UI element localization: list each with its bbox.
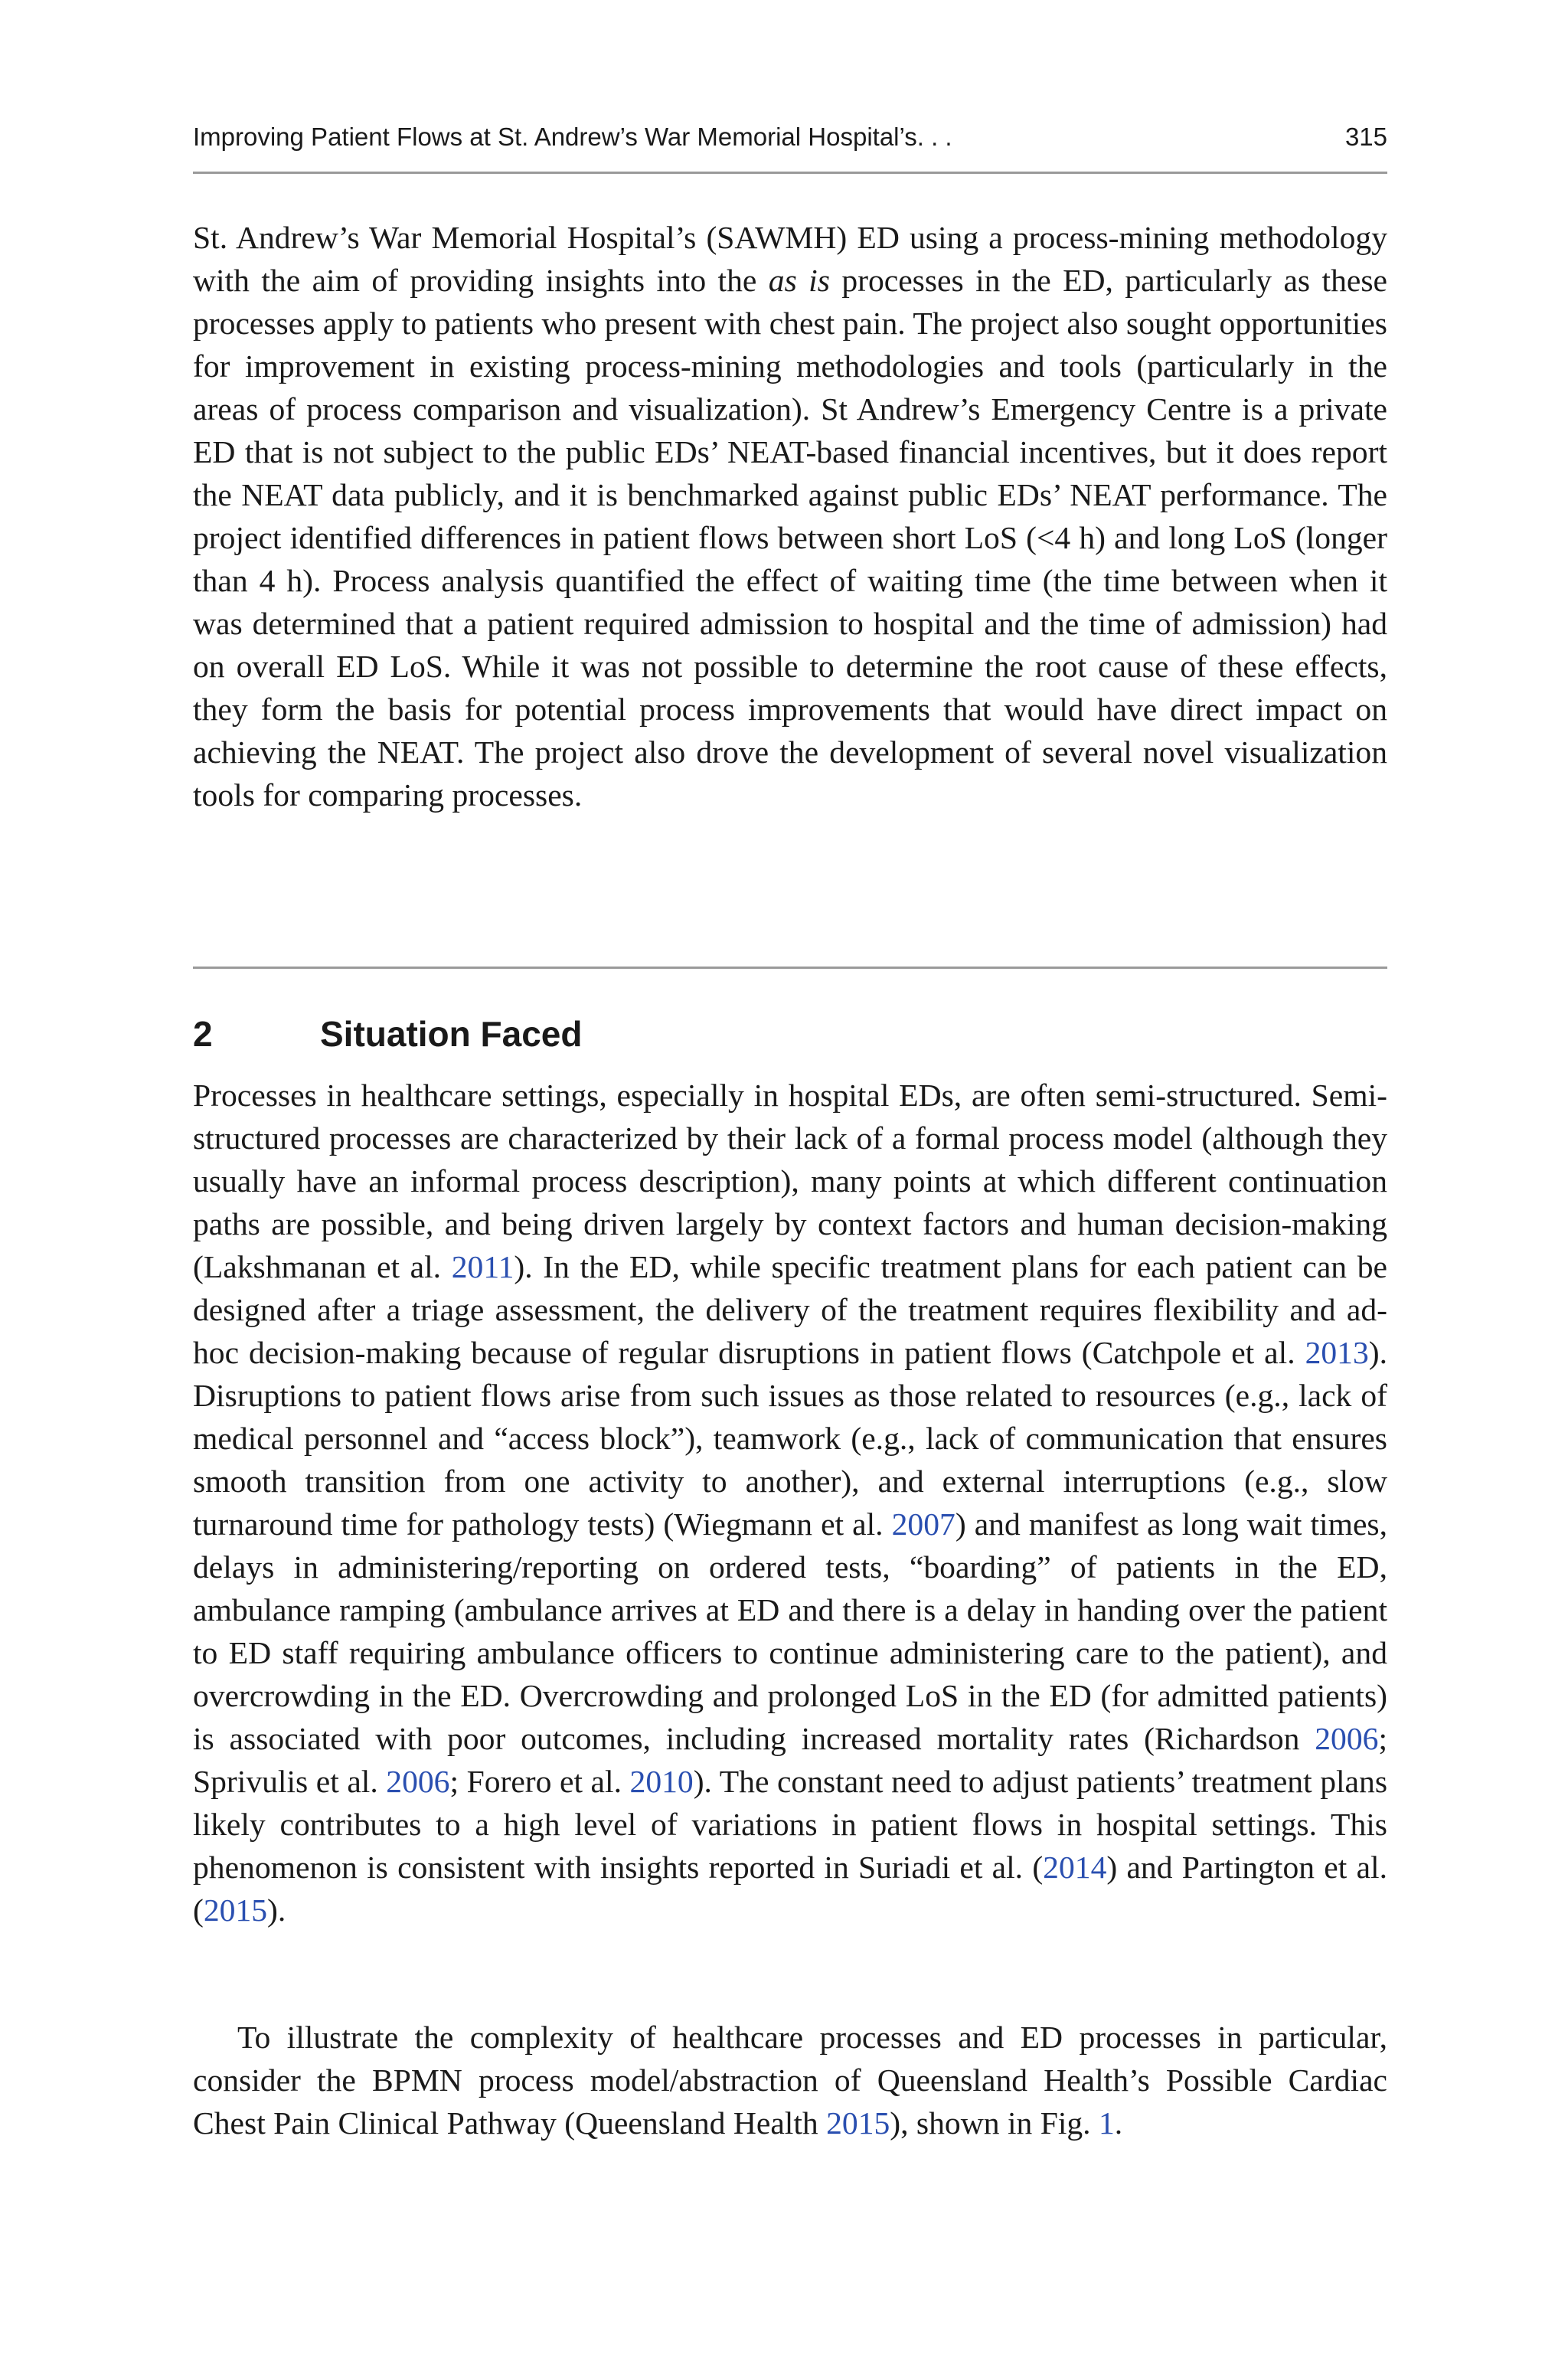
citation-link[interactable]: 2011 [451,1249,514,1284]
page-number: 315 [1344,123,1387,151]
intro-text-2: processes in the ED, particularly as these processes apply to patients who present with chest pain. The project also sought opportunities for improvement in existing process-mining methodologies and tools (particularly in the areas of process comparison and visualization). St Andrew’s Emergency Centre is a private ED that is not subject to the public EDs’ NEAT-based financial incentives, but it does report the NEAT data publicly, and it is benchmarked against public EDs’ NEAT performance. The project identified differences in patient flows between short LoS (<4 h) and long LoS (longer than 4 h). Process analysis quantified the effect of waiting time (the time between when it was determined that a patient required admission to hospital and the time of admission) had on overall ED LoS. While it was not possible to determine the root cause of these effects, they form the basis for potential process improvements that would have direct impact on achieving the NEAT. The project also drove the development of several novel visualization tools for comparing processes. [193,263,1387,813]
situation-text-2: ). In the ED, while specific treatment plans for each patient can be designed after a triage assessment, the delivery of the treatment requires flexibility and ad-hoc decision-making because of regular disruptions in patient flows (Catchpole et al. [193,1249,1387,1370]
citation-link[interactable]: 2014 [1043,1850,1107,1885]
section-divider [193,967,1387,969]
situation-text-3: ). Disruptions to patient flows arise from such issues as those related to resources (e.g., lack of medical personnel and “access block”), teamwork (e.g., lack of communication that ensures smooth transition from one activity to another), and external interruptions (e.g., slow turnaround time for pathology tests) (Wiegmann et al. [193,1335,1387,1542]
running-header [193,123,1387,152]
section-heading [193,1011,582,1057]
illustration-text-3: . [1114,2105,1123,2141]
illustration-text-1: To illustrate the complexity of healthcare processes and ED processes in particular, consider the BPMN process model/abstraction of Queensland Health’s Possible Cardiac Chest Pain Clinical Pathway (Queensland Health [193,2020,1387,2141]
citation-link[interactable]: 2010 [629,1764,694,1799]
situation-text-5: ; Sprivulis et al. [193,1721,1387,1799]
citation-link[interactable]: 2015 [203,1892,268,1928]
situation-paragraph [193,1074,1387,1932]
section-title: Situation Faced [320,1014,583,1055]
citation-link[interactable]: 2006 [1315,1721,1379,1756]
citation-link[interactable]: 2006 [386,1764,450,1799]
situation-text-6: ; Forero et al. [449,1764,630,1799]
citation-link[interactable]: 2007 [891,1506,956,1542]
intro-paragraph [193,216,1387,816]
citation-link[interactable]: 2013 [1305,1335,1369,1370]
running-title: Improving Patient Flows at St. Andrew’s War Memorial Hospital’s. . . [193,123,952,151]
intro-text-1: St. Andrew’s War Memorial Hospital’s (SAWMH) ED using a process-mining methodology with the aim of providing insights into the [193,220,1387,298]
illustration-paragraph [193,2016,1387,2144]
situation-text-9: ). [267,1892,286,1928]
header-divider [193,172,1387,174]
intro-emphasis: as is [768,263,830,298]
situation-text-1: Processes in healthcare settings, especially in hospital EDs, are often semi-structured. Semi-structured processes are characterized by their lack of a formal process model (although they usually have an informal process description), many points at which different continuation paths are possible, and being driven largely by context factors and human decision-making (Lakshmanan et al. [193,1078,1387,1284]
illustration-text-2: ), shown in Fig. [890,2105,1099,2141]
citation-link[interactable]: 2015 [826,2105,890,2141]
situation-text-4: ) and manifest as long wait times, delays in administering/reporting on ordered tests, “boarding” of patients in the ED, ambulance ramping (ambulance arrives at ED and there is a delay in handing over the patient to ED staff requiring ambulance officers to continue administering care to the patient), and overcrowding in the ED. Overcrowding and prolonged LoS in the ED (for admitted patients) is associated with poor outcomes, including increased mortality rates (Richardson [193,1506,1387,1756]
situation-text-8: ) and Partington et al. ( [193,1850,1387,1928]
figure-reference-link[interactable]: 1 [1098,2105,1115,2141]
situation-text-7: ). The constant need to adjust patients’ treatment plans likely contributes to a high level of variations in patient flows in hospital settings. This phenomenon is consistent with insights reported in Suriadi et al. ( [193,1764,1387,1885]
section-number: 2 [193,1014,213,1055]
